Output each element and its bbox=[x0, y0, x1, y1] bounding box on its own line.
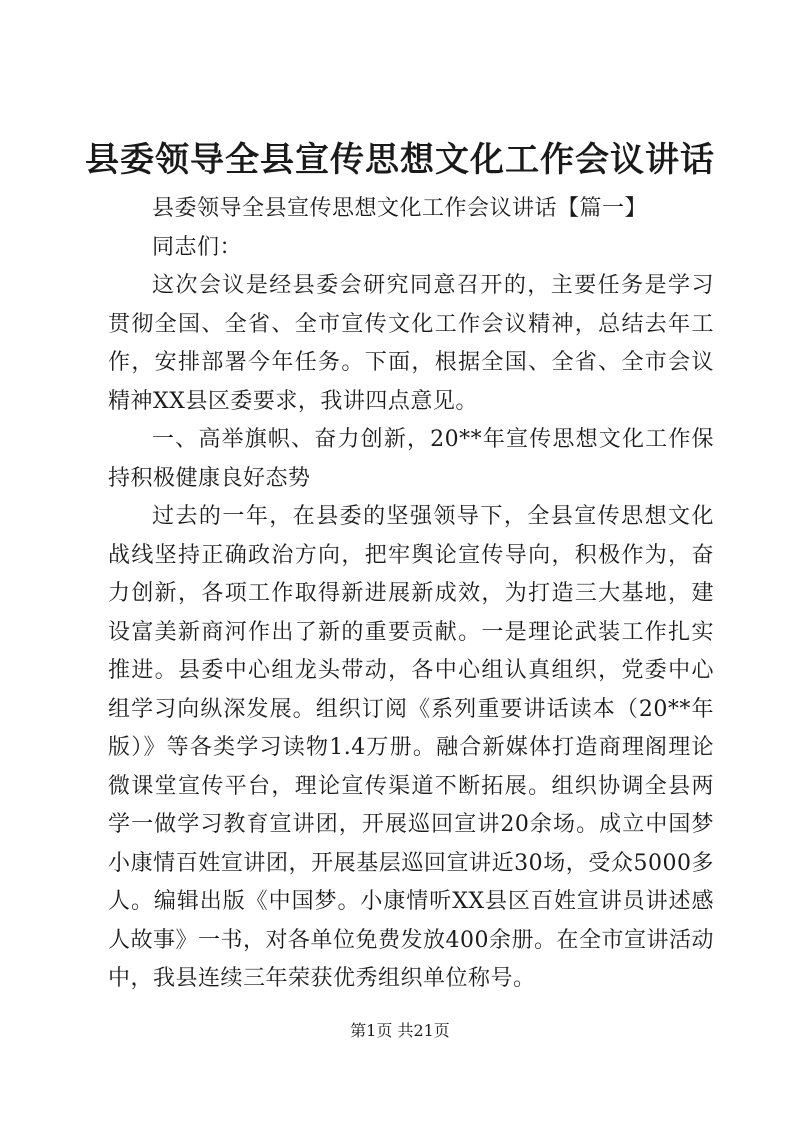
document-title: 县委领导全县宣传思想文化工作会议讲话 bbox=[85, 140, 715, 180]
subheading: 一、高举旗帜、奋力创新，20**年宣传思想文化工作保持积极健康良好态势 bbox=[108, 427, 714, 491]
page-footer: 第1页 共21页 bbox=[350, 1021, 450, 1040]
paragraph: 这次会议是经县委会研究同意召开的，主要任务是学习贯彻全国、全省、全市宣传文化工作会议精神，总结去年工作，安排部署今年任务。下面，根据全国、全省、全市会议精神XX县区委要求，我讲四点意见。 bbox=[108, 273, 714, 414]
paragraph: 过去的一年，在县委的坚强领导下，全县宣传思想文化战线坚持正确政治方向，把牢舆论宣传导向，积极作为，奋力创新，各项工作取得新进展新成效，为打造三大基地，建设富美新商河作出了新的重要贡献。一是理论武装工作扎实推进。县委中心组龙头带动，各中心组认真组织，党委中心组学习向纵深发展。组织订阅《系列重要讲话读本（20**年版）》等各类学习读物1.4万册。融合新媒体打造商理阁理论微课堂宣传平台，理论宣传渠道不断拓展。组织协调全县两学一做学习教育宣讲团，开展巡回宣讲20余场。成立中国梦小康情百姓宣讲团，开展基层巡回宣讲近30场，受众5000多人。编辑出版《中国梦。小康情听XX县区百姓宣讲员讲述感人故事》一书，对各单位免费发放400余册。在全市宣讲活动中，我县连续三年荣获优秀组织单位称号。 bbox=[108, 504, 714, 991]
salutation: 同志们： bbox=[152, 234, 243, 260]
section-heading: 县委领导全县宣传思想文化工作会议讲话【篇一】 bbox=[152, 196, 648, 221]
document-body bbox=[108, 190, 714, 999]
